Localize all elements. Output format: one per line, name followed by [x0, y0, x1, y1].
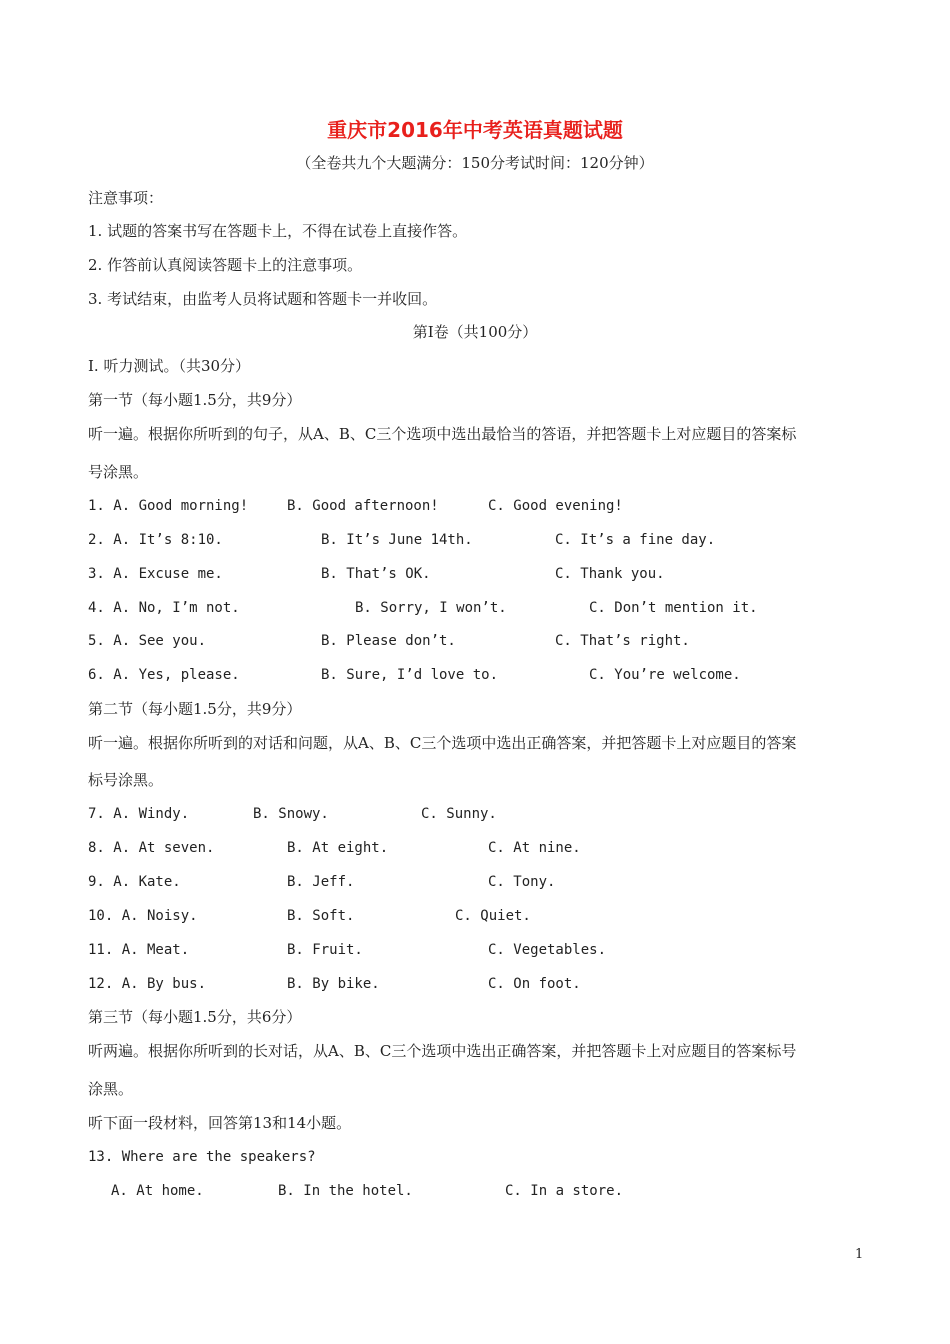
option-b: B. Jeff.: [287, 874, 355, 890]
page-number: 1: [855, 1247, 864, 1262]
note-item-3: 3. 考试结束，由监考人员将试题和答题卡一并收回。: [88, 290, 438, 308]
option-a: 1. A. Good morning!: [88, 498, 249, 514]
option-c: C. At nine.: [488, 840, 581, 856]
note-item-2: 2. 作答前认真阅读答题卡上的注意事项。: [88, 256, 363, 274]
section1-instruction: 听一遍。根据你所听到的句子，从A、B、C三个选项中选出最恰当的答语，并把答题卡上对应题目的答案标: [88, 425, 797, 443]
option-a: 5. A. See you.: [88, 633, 207, 649]
page-title: 重庆市2016年中考英语真题试题: [327, 118, 623, 142]
section3-instruction: 听两遍。根据你所听到的长对话，从A、B、C三个选项中选出正确答案，并把答题卡上对应题目的答案标号: [88, 1042, 797, 1060]
section3-instruction-cont: 涂黑。: [88, 1080, 134, 1098]
section1-heading: 第一节（每小题1.5分，共9分）: [88, 391, 302, 409]
option-a: 8. A. At seven.: [88, 840, 215, 856]
section1-instruction-cont: 号涂黑。: [88, 463, 149, 481]
section2-instruction-cont: 标号涂黑。: [88, 771, 164, 789]
option-b: B. That’s OK.: [321, 566, 431, 582]
option-c: C. Don’t mention it.: [589, 600, 758, 616]
option-c: C. Good evening!: [488, 498, 623, 514]
option-c: C. Quiet.: [455, 908, 531, 924]
option-c: C. You’re welcome.: [589, 667, 741, 683]
option-b: B. Sorry, I won’t.: [355, 600, 507, 616]
option-a: 4. A. No, I’m not.: [88, 600, 240, 616]
option-a: 2. A. It’s 8:10.: [88, 532, 223, 548]
section2-heading: 第二节（每小题1.5分，共9分）: [88, 700, 302, 718]
volume-heading: 第Ⅰ卷（共100分）: [412, 323, 538, 341]
option-c: C. Sunny.: [421, 806, 497, 822]
option-b: B. At eight.: [287, 840, 389, 856]
option-b: B. Please don’t.: [321, 633, 456, 649]
note-item-1: 1. 试题的答案书写在答题卡上，不得在试卷上直接作答。: [88, 222, 468, 240]
section3-heading: 第三节（每小题1.5分，共6分）: [88, 1008, 302, 1026]
section2-instruction: 听一遍。根据你所听到的对话和问题，从A、B、C三个选项中选出正确答案，并把答题卡上对应题目的答案: [88, 734, 797, 752]
option-b: B. Good afternoon!: [287, 498, 439, 514]
option-c: C. It’s a fine day.: [555, 532, 716, 548]
option-c: C. In a store.: [505, 1183, 624, 1199]
option-b: B. In the hotel.: [278, 1183, 413, 1199]
option-c: C. Tony.: [488, 874, 556, 890]
option-a: A. At home.: [111, 1183, 204, 1199]
notes-heading: 注意事项：: [88, 189, 164, 207]
option-b: B. It’s June 14th.: [321, 532, 473, 548]
option-b: B. By bike.: [287, 976, 380, 992]
option-a: 10. A. Noisy.: [88, 908, 198, 924]
option-a: 3. A. Excuse me.: [88, 566, 223, 582]
option-a: 12. A. By bus.: [88, 976, 207, 992]
material-note: 听下面一段材料，回答第13和14小题。: [88, 1114, 352, 1132]
option-b: B. Soft.: [287, 908, 355, 924]
option-a: 6. A. Yes, please.: [88, 667, 240, 683]
exam-subtitle: （全卷共九个大题满分：150分考试时间：120分钟）: [296, 154, 654, 172]
option-c: C. That’s right.: [555, 633, 690, 649]
option-b: B. Snowy.: [253, 806, 329, 822]
option-c: C. On foot.: [488, 976, 581, 992]
option-a: 7. A. Windy.: [88, 806, 190, 822]
option-b: B. Sure, I’d love to.: [321, 667, 499, 683]
option-a: 9. A. Kate.: [88, 874, 181, 890]
option-b: B. Fruit.: [287, 942, 363, 958]
question-13: 13. Where are the speakers?: [88, 1149, 316, 1165]
option-a: 11. A. Meat.: [88, 942, 190, 958]
option-c: C. Thank you.: [555, 566, 665, 582]
option-c: C. Vegetables.: [488, 942, 607, 958]
part1-heading: I. 听力测试。（共30分）: [88, 357, 251, 375]
